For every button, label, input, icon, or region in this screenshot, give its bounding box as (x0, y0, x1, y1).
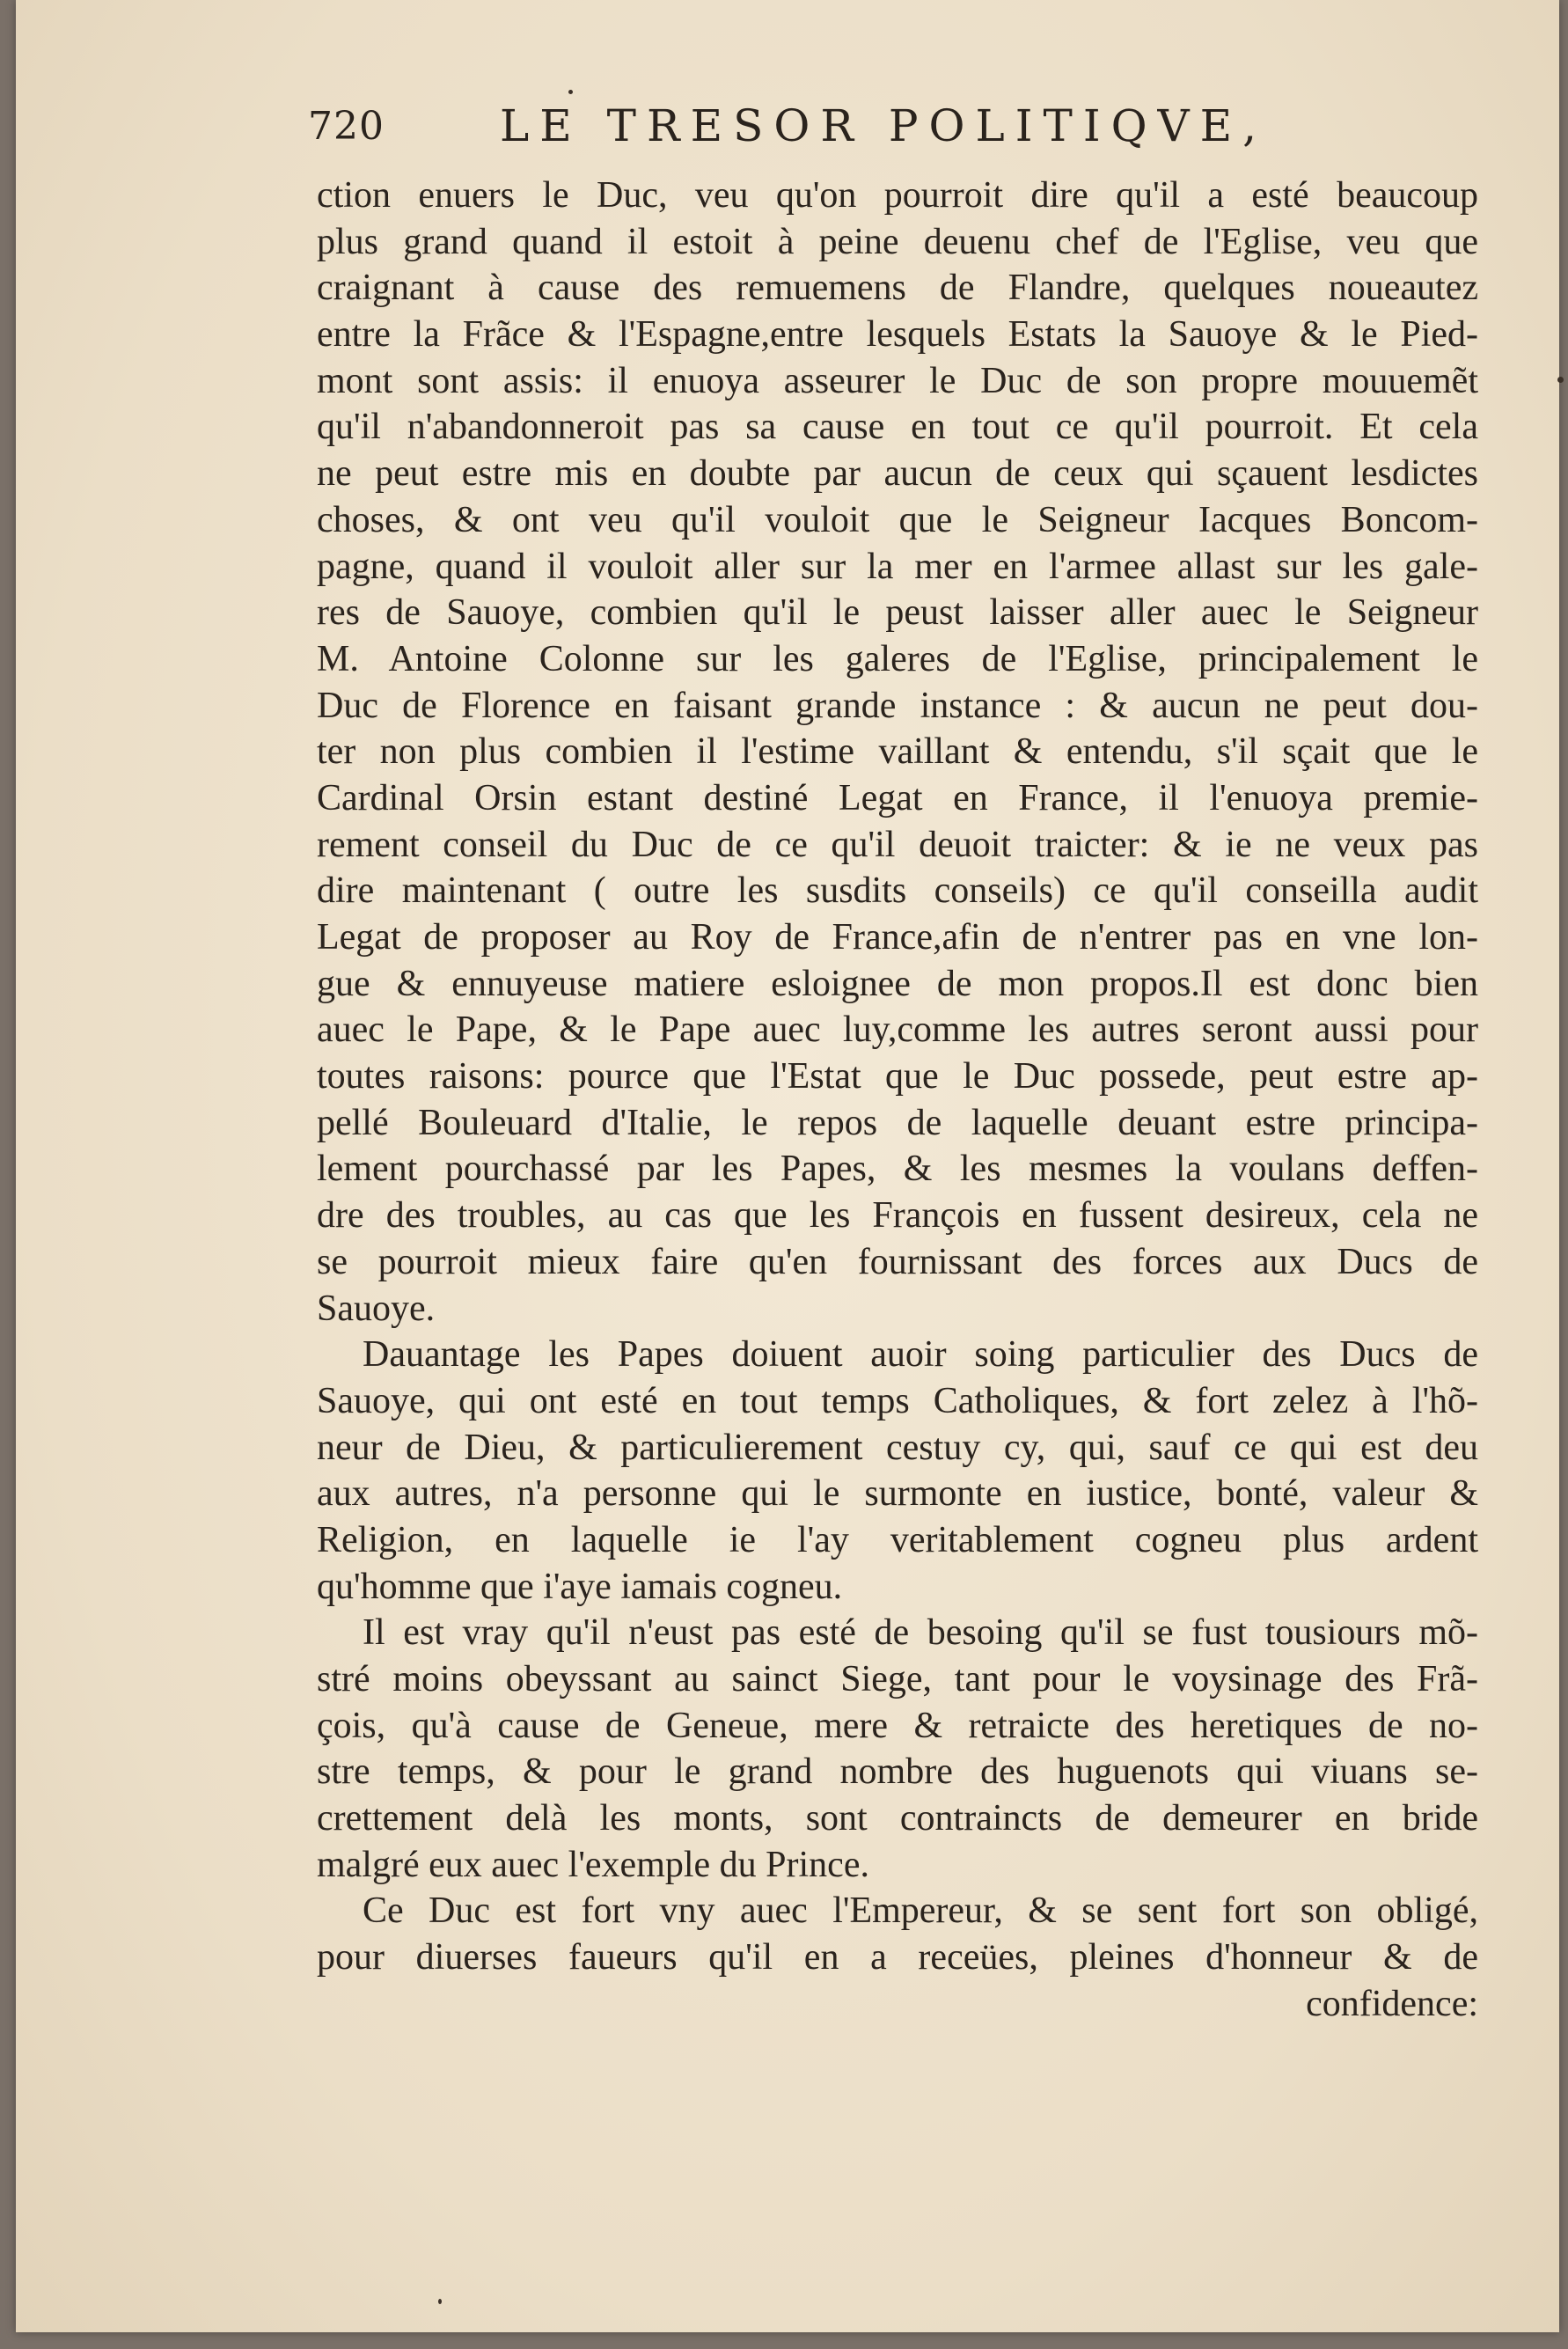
text-line: plus grand quand il estoit à peine deuenu chef de l'Eglise, veu que (317, 221, 1478, 262)
text-line: toutes raisons: pource que l'Estat que le Duc possede, peut estre ap- (317, 1056, 1478, 1097)
text-line: lement pourchassé par les Papes, & les mesmes la voulans deffen- (317, 1149, 1478, 1190)
catchword-line: confidence: (1306, 1983, 1478, 2024)
text-line: stre temps, & pour le grand nombre des huguenots qui viuans se- (317, 1751, 1478, 1793)
page-header (297, 100, 1362, 165)
paragraph-start-line: Dauantage les Papes doiuent auoir soing particulier des Ducs de (363, 1334, 1478, 1376)
body-text (317, 173, 1478, 2028)
book-page (16, 0, 1559, 2332)
paragraph-start-line: Ce Duc est fort vny auec l'Empereur, & se sent fort son obligé, (363, 1890, 1478, 1932)
text-line: rement conseil du Duc de ce qu'il deuoit traicter: & ie ne veux pas (317, 824, 1478, 865)
text-line: se pourroit mieux faire qu'en fournissant des forces aux Ducs de (317, 1241, 1478, 1282)
text-line: pellé Bouleuard d'Italie, le repos de laquelle deuant estre principa- (317, 1102, 1478, 1143)
text-line: choses, & ont veu qu'il vouloit que le Seigneur Iacques Boncom- (317, 499, 1478, 540)
running-title: LE TRESOR POLITIQVE, (500, 100, 1268, 151)
text-line: gue & ennuyeuse matiere esloignee de mon propos.Il est donc bien (317, 963, 1478, 1004)
text-line: dire maintenant ( outre les susdits conseils) ce qu'il conseilla audit (317, 870, 1478, 912)
text-line: craignant à cause des remuemens de Flandre, quelques noueautez (317, 268, 1478, 309)
text-line: Sauoye, qui ont esté en tout temps Catholiques, & fort zelez à l'hõ- (317, 1380, 1478, 1421)
page-number: 720 (308, 104, 385, 149)
ink-speck (1557, 377, 1564, 383)
text-line: res de Sauoye, combien qu'il le peust laisser aller auec le Seigneur (317, 592, 1478, 634)
text-line: ne peut estre mis en doubte par aucun de ceux qui sçauent lesdictes (317, 453, 1478, 495)
ink-speck (438, 2299, 442, 2304)
text-line: entre la Frãce & l'Espagne,entre lesquels Estats la Sauoye & le Pied- (317, 314, 1478, 356)
text-line: dre des troubles, au cas que les François en fussent desireux, cela ne (317, 1195, 1478, 1237)
text-line: qu'il n'abandonneroit pas sa cause en tout ce qu'il pourroit. Et cela (317, 407, 1478, 448)
text-line: stré moins obeyssant au sainct Siege, tant pour le voysinage des Frã- (317, 1659, 1478, 1699)
text-line: pagne, quand il vouloit aller sur la mer en l'armee allast sur les gale- (317, 546, 1478, 587)
text-line: auec le Pape, & le Pape auec luy,comme les autres seront aussi pour (317, 1009, 1478, 1051)
text-line: mont sont assis: il enuoya asseurer le Duc de son propre mouuemẽt (317, 360, 1478, 401)
text-line: ter non plus combien il l'estime vaillant & entendu, s'il sçait que le (317, 731, 1478, 773)
text-line: Religion, en laquelle ie l'ay veritablement cogneu plus ardent (317, 1519, 1478, 1560)
text-line: Cardinal Orsin estant destiné Legat en France, il l'enuoya premie- (317, 777, 1478, 818)
text-line: çois, qu'à cause de Geneue, mere & retraicte des heretiques de no- (317, 1705, 1478, 1746)
text-line: qu'homme que i'aye iamais cogneu. (317, 1566, 843, 1607)
text-line: Legat de proposer au Roy de France,afin de n'entrer pas en vne lon- (317, 917, 1478, 958)
text-line: crettement delà les monts, sont contraincts de demeurer en bride (317, 1798, 1478, 1839)
text-line: neur de Dieu, & particulierement cestuy cy, qui, sauf ce qui est deu (317, 1427, 1478, 1468)
text-line: ction enuers le Duc, veu qu'on pourroit dire qu'il a esté beaucoup (317, 175, 1478, 216)
text-line: pour diuerses faueurs qu'il en a receües, pleines d'honneur & de (317, 1937, 1478, 1978)
text-line: Duc de Florence en faisant grande instance : & aucun ne peut dou- (317, 685, 1478, 726)
text-line: M. Antoine Colonne sur les galeres de l'Eglise, principalement le (317, 638, 1478, 679)
text-line: Sauoye. (317, 1288, 436, 1329)
text-line: aux autres, n'a personne qui le surmonte en iustice, bonté, valeur & (317, 1473, 1478, 1515)
text-line: malgré eux auec l'exemple du Prince. (317, 1844, 869, 1885)
paragraph-start-line: Il est vray qu'il n'eust pas esté de besoing qu'il se fust tousiours mõ- (363, 1612, 1478, 1654)
ink-speck (568, 90, 573, 94)
